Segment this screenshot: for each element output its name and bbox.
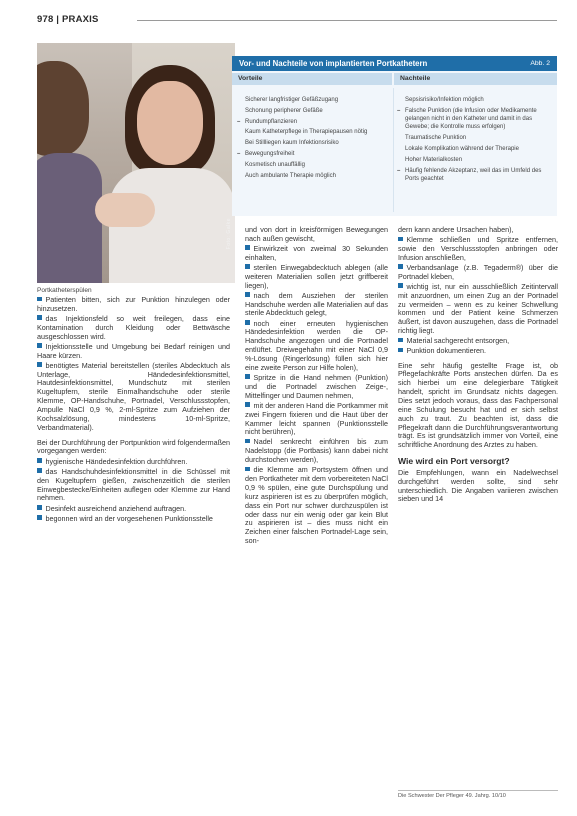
bullet-paragraph: hygienische Händedesinfektion durchführen.: [37, 458, 230, 467]
bullet-paragraph: Spritze in die Hand nehmen (Punktion) und die Portnadel zwischen Zeige-, Mittelfinger und Daumen nehmen,: [245, 372, 388, 400]
bullet-paragraph: begonnen wird an der vorgesehenen Punktionsstelle: [37, 515, 230, 524]
bullet-paragraph: Einwirkzeit von zweimal 30 Sekunden einhalten,: [245, 243, 388, 262]
bullet-paragraph: Klemme schließen und Spritze entfernen, sowie den Verschlussstopfen anbringen oder Infusion anschließen,: [398, 235, 558, 262]
patient-photo: [37, 43, 235, 283]
bullet-paragraph: Injektionsstelle und Umgebung bei Bedarf reinigen und Haare kürzen.: [37, 341, 230, 360]
bullet-paragraph: das Injektionsfeld so weit freilegen, dass eine Kontamination durch Kleidung oder Bettwäsche ausgeschlossen wird.: [37, 313, 230, 341]
bullet-square-icon: [245, 320, 250, 325]
info-table-title-bar: [232, 56, 557, 71]
bullet-square-icon: [398, 283, 403, 288]
nurse-figure-body: [37, 153, 102, 283]
list-item: Lokale Komplikation während der Therapie: [405, 145, 519, 152]
hands-at-port: [95, 193, 155, 227]
lead-paragraph: Bei der Durchführung der Portpunktion wird folgendermaßen vorgegangen werden:: [37, 437, 230, 456]
footer-text: Die Schwester Der Pfleger 49. Jahrg. 10/10: [398, 793, 506, 799]
bullet-square-icon: [245, 245, 250, 250]
list-item: Sepsisrisiko/Infektion möglich: [405, 97, 484, 103]
bullet-square-icon: [37, 458, 42, 463]
advantages-header: Vorteile: [232, 73, 392, 85]
bullet-square-icon: [37, 515, 42, 520]
disadvantages-list: [396, 96, 554, 186]
bullet-square-icon: [398, 338, 403, 343]
list-item: – Falsche Punktion (die Infusion oder Medikamente gelangen nicht in den Katheter und damit in das Gewebe; die Kontrolle muss erfolgen): [397, 107, 537, 131]
bullet-square-icon: [37, 468, 42, 473]
list-item: – Bewegungsfreiheit: [237, 150, 295, 157]
text-column-right: [398, 226, 558, 506]
list-item: Auch ambulante Therapie möglich: [245, 172, 336, 179]
bullet-square-icon: [37, 505, 42, 510]
photo-credit: Foto: Galke: [226, 218, 232, 250]
bullet-paragraph: Desinfekt ausreichend anziehend auftragen.: [37, 505, 230, 514]
bullet-square-icon: [245, 439, 250, 444]
photo-caption: Portkatheterspülen: [37, 287, 92, 294]
list-item: Bei Stillliegen kaum Infektionsrisiko: [245, 140, 339, 147]
text-column-left: [37, 296, 230, 525]
info-table-number: Abb. 2: [530, 59, 550, 67]
list-item: Kaum Katheterpflege in Therapiepausen nötig: [245, 129, 368, 136]
advantages-list: [236, 96, 392, 182]
patient-figure-face: [137, 81, 203, 165]
bullet-paragraph: Material sachgerecht entsorgen,: [398, 337, 558, 346]
bullet-paragraph: das Handschuhdesinfektionsmittel in die Schüssel mit den Kugeltupfern gießen, zwischenzeitlich die sterilen Einwegbestecke/Einheiten auflegen oder Klemme zur Hand nehmen.: [37, 466, 230, 503]
bullet-square-icon: [37, 362, 42, 367]
list-item: Kosmetisch unauffällig: [245, 161, 305, 168]
bullet-square-icon: [245, 467, 250, 472]
disadvantages-header: Nachteile: [394, 73, 557, 85]
bullet-paragraph: nach dem Ausziehen der sterilen Handschuhe werden alle Materialien auf das sterile Abdecktuch gelegt,: [245, 290, 388, 318]
page-header: [37, 12, 557, 28]
bullet-paragraph: Patienten bitten, sich zur Punktion hinzulegen oder hinzusetzen.: [37, 295, 230, 313]
bullet-paragraph: benötigtes Material bereitstellen (steriles Abdecktuch als Unterlage, Händedesinfektionsmittel, Hautdesinfektionsmittel, Mundschutz mit sterilen Kugeltupfern, sterile Einmalhandschuhe oder sterile Klemme, OP-Handschuhe, Portnadel, Verschlussstopfen, Ampulle NaCl 0,9 %, 2-ml-Spritze zum Aufziehen der Kochsalzlösung, mindestens 10-ml-Spritze, Verbandmaterial).: [37, 360, 230, 432]
list-item: Traumatische Punktion: [405, 135, 467, 142]
page-number-label: 978 | PRAXIS: [37, 14, 99, 25]
bullet-paragraph: noch einer erneuten hygienischen Händedesinfektion werden die OP-Handschuhe angezogen und die Portnadel entlüftet. Dreiwegehahn mit einer NaCl 0,9 %-Lösung (Ringerlösung) füllen sich hier eine zweite Person zur Hilfe holen),: [245, 318, 388, 372]
bullet-square-icon: [37, 297, 42, 302]
list-item: Schonung peripherer Gefäße: [245, 107, 323, 114]
bullet-square-icon: [245, 402, 250, 407]
list-item: Hoher Materialkosten: [405, 156, 463, 163]
table-column-divider: [393, 88, 394, 212]
bullet-paragraph: Nadel senkrecht einführen bis zum Nadelstopp (die Portbasis) kann dabei nicht durchstochen werden),: [245, 437, 388, 465]
info-table-title: Vor- und Nachteile von implantierten Portkathetern: [239, 59, 428, 68]
text-column-middle: [245, 226, 388, 547]
info-table-header-row: [232, 73, 557, 85]
bullet-square-icon: [398, 348, 403, 353]
list-item: – Rundumpflanzieren: [237, 118, 298, 125]
bullet-paragraph: mit der anderen Hand die Portkammer mit zwei Fingern fixieren und die Haut über der Kammer leicht spannen (Punktionsstelle nicht berühren),: [245, 400, 388, 437]
bullet-square-icon: [398, 264, 403, 269]
bullet-paragraph: sterilen Einwegabdecktuch ablegen (alle weiteren Materialien sollen jetzt griffbereit liegen),: [245, 262, 388, 290]
bullet-square-icon: [398, 237, 403, 242]
bullet-square-icon: [37, 315, 42, 320]
footer-rule: [398, 790, 558, 791]
paragraph: und von dort in kreisförmigen Bewegungen nach außen gewischt,: [245, 225, 388, 243]
list-item: – Häufig fehlende Akzeptanz, weil das im Umfeld des Ports geachtet: [397, 167, 542, 182]
bullet-square-icon: [245, 374, 250, 379]
paragraph: dern kann andere Ursachen haben),: [398, 225, 514, 234]
bullet-paragraph: Punktion dokumentieren.: [398, 347, 558, 356]
body-paragraph: Die Empfehlungen, wann ein Nadelwechsel durchgeführt werden sollte, sind sehr unterschiedlich. Die Angaben variieren zwischen sieben und 14: [398, 467, 558, 504]
bullet-square-icon: [37, 343, 42, 348]
bullet-paragraph: Verbandsanlage (z.B. Tegaderm®) über die Portnadel kleben,: [398, 262, 558, 281]
page-footer: [398, 790, 558, 802]
header-rule: [137, 20, 557, 21]
body-paragraph: Eine sehr häufig gestellte Frage ist, ob Pflegefachkräfte Ports anstechen dürfen. Da es sich hierbei um eine delegierbare Tätigkeit handelt, spricht im Grundsatz nichts dagegen. Dies setzt jedoch voraus, dass das Fachpersonal eine Schulung besucht hat und er sich selbst auch zu traut. Zu beachten ist, dass die Pflegekraft dann die Durchführungsverantwortung trägt. Es ist grundsätzlich immer von Vorteil, eine schriftliche Anordnung des Arztes zu haben.: [398, 360, 558, 450]
bullet-square-icon: [245, 292, 250, 297]
bullet-square-icon: [245, 264, 250, 269]
bullet-paragraph: wichtig ist, nur ein ausschließlich Zeitintervall mit anzuordnen, um einen Zug an der Portnadel zu vermeiden – wenn es zu keiner Schwellung kommen und der Patient keine Schmerzen äußert, ist davon auszugehen, dass die Portnadel richtig liegt.: [398, 281, 558, 336]
bullet-paragraph: die Klemme am Portsystem öffnen und den Portkatheter mit dem vorbereiteten NaCl 0,9 % spülen, eine gute Durchspülung und kurz aspirieren ist es zu überprüfen möglich, dass ein Port nur schwer durchzuspülen ist oder dass nur ein wenig oder gar kein Blut zu aspirieren ist – dies muss nicht ein Zeichen einer falschen Portnadel-Lage sein, son-: [245, 465, 388, 546]
list-item: Sicherer langfristiger Gefäßzugang: [245, 97, 339, 103]
nurse-figure-head: [37, 61, 89, 156]
section-heading: Wie wird ein Port versorgt?: [398, 456, 510, 467]
